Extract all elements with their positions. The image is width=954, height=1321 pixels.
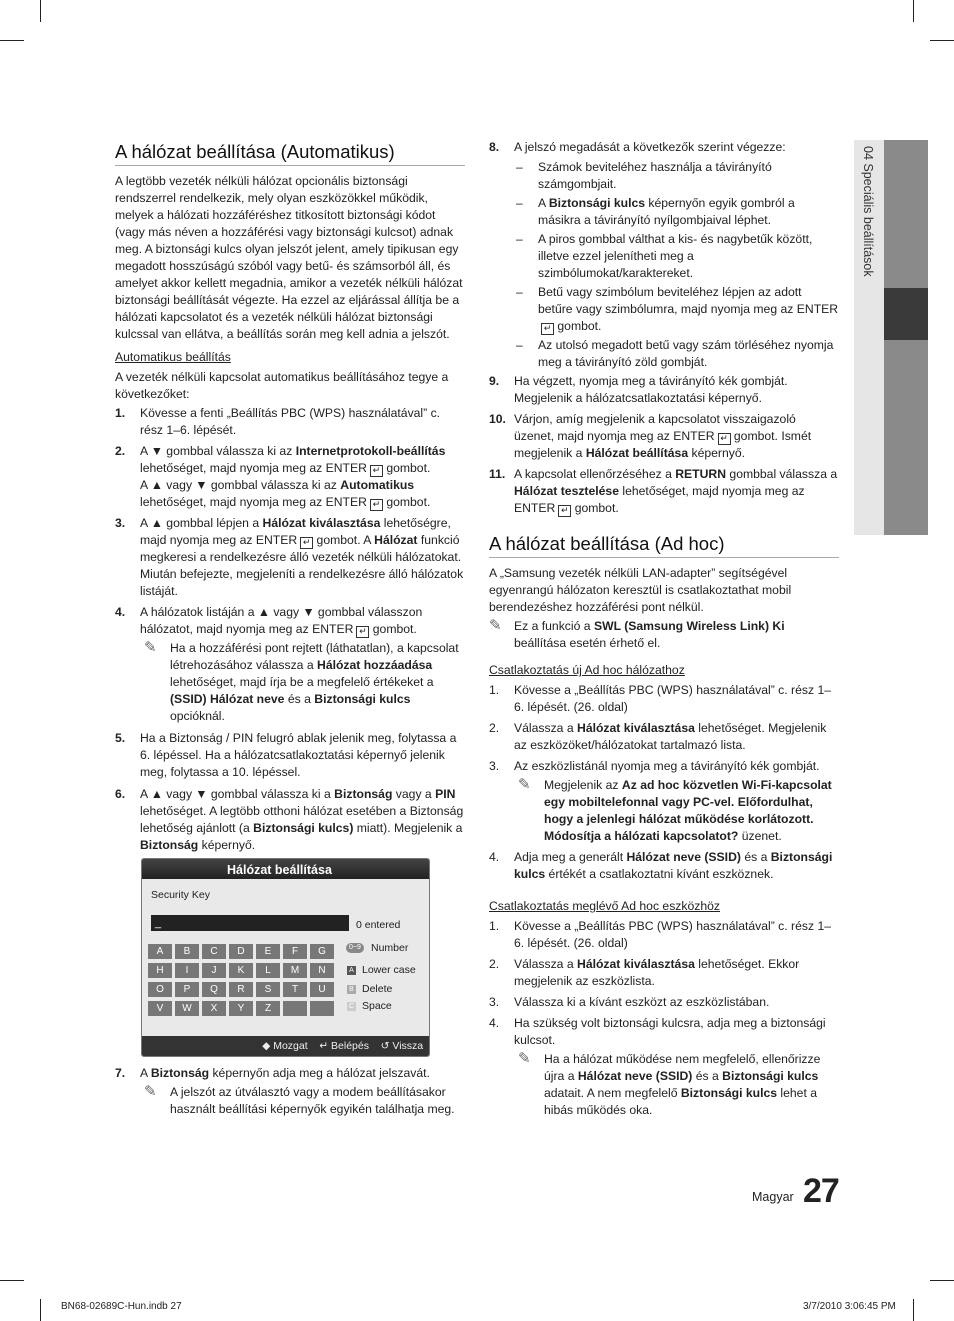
keyboard-key[interactable]: Y	[229, 1001, 253, 1016]
screen-footer	[142, 1036, 429, 1056]
keyboard-key[interactable]: Q	[202, 982, 226, 997]
keyboard-key[interactable]: O	[148, 982, 172, 997]
adhoc-intro: A „Samsung vezeték nélküli LAN-adapter” segítségével egyenrangú hálózaton keresztül is csatlakoztathat mobil berendezéshez hozzáférési pont nélkül.	[489, 566, 792, 614]
new-adhoc-note: ✎ Megjelenik az Az ad hoc közvetlen Wi-Fi-kapcsolat egy mobiltelefonnal vagy PC-vel. Előfordulhat, hogy a jelenlegi hálózat működése korlátozott. Módosítja a hálózati kapcsolatot? üzenet.	[518, 776, 832, 843]
note-pencil-icon: ✎	[489, 617, 502, 634]
existing-adhoc-step-2: 2. Válassza a Hálózat kiválasztása lehetőséget. Ekkor megjelenik az eszközlista.	[489, 957, 800, 988]
keyboard-key[interactable]: H	[148, 963, 172, 978]
new-adhoc-step-3: 3. Az eszközlistánál nyomja meg a távirányító kék gombját. ✎ Megjelenik az Az ad hoc közvetlen Wi-Fi-kapcsolat egy mobiltelefonnal vagy PC-vel. Előfordulhat, hogy a jelenlegi hálózat működése korlátozott. Módosítja a hálózati kapcsolatot? üzenet.	[489, 758, 839, 845]
crop-mark	[0, 40, 24, 41]
step-9: 9. Ha végzett, nyomja meg a távirányító kék gombját. Megjelenik a hálózatcsatlakoztatási képernyő.	[489, 374, 788, 405]
keyboard-key[interactable]	[310, 1001, 334, 1016]
keyboard-key[interactable]: U	[310, 982, 334, 997]
step-8-dash-1: – Számok beviteléhez használja a távirányító számgombjait.	[516, 160, 772, 191]
crop-mark	[930, 40, 954, 41]
delete-label: Delete	[362, 983, 393, 995]
adhoc-note: ✎ Ez a funkció a SWL (Samsung Wireless Link) Ki beállítása esetén érhető el.	[489, 617, 785, 650]
keyboard-key[interactable]: N	[310, 963, 334, 978]
enter-icon: ↵	[370, 499, 383, 511]
note-pencil-icon: ✎	[518, 776, 531, 793]
step-8-dash-4: – Betű vagy szimbólum beviteléhez lépjen az adott betűre vagy szimbólumra, majd nyomja meg az ENTER↵ gombot.	[516, 285, 839, 333]
keyboard-key[interactable]: K	[229, 963, 253, 978]
move-label: Mozgat	[273, 1040, 308, 1052]
keyboard-key[interactable]: W	[175, 1001, 199, 1016]
chapter-side-tab	[854, 140, 928, 535]
step-6: 6. A ▲ vagy ▼ gombbal válassza ki a Biztonság vagy a PIN lehetőséget. A legtöbb otthoni hálózat esetében a Biztonság lehetőség ajánlott (a Biztonsági kulcs) miatt). Megjelenik a Biztonság képernyő.	[115, 787, 464, 852]
move-icon: ◆	[262, 1040, 271, 1052]
crop-mark	[40, 0, 41, 22]
step-7: 7. A Biztonság képernyőn adja meg a hálózat jelszavát. ✎ A jelszót az útválasztó vagy a modem beállításakor használt beállítási képernyők egyikén találhatja meg.	[115, 1065, 465, 1118]
enter-icon: ↵	[319, 1040, 329, 1052]
step-1: 1. Kövesse a fenti „Beállítás PBC (WPS) használatával” c. rész 1–6. lépését.	[115, 406, 441, 437]
back-label: Vissza	[392, 1040, 424, 1052]
step-10: 10. Várjon, amíg megjelenik a kapcsolatot visszaigazoló üzenet, majd nyomja meg az ENTER ↵ gombot. Ismét megjelenik a Hálózat beállítása képernyő.	[489, 412, 812, 460]
step-8-dash-3: – A piros gombbal válthat a kis- és nagybetűk között, illetve ezzel jelenítheti meg a szimbólumokat/karaktereket.	[516, 232, 813, 280]
subheading-new-adhoc: Csatlakoztatás új Ad hoc hálózathoz	[489, 663, 685, 677]
keyboard-key[interactable]: D	[229, 944, 253, 959]
space-label: Space	[362, 1000, 392, 1012]
keyboard-key[interactable]: L	[256, 963, 280, 978]
keyboard-key[interactable]: S	[256, 982, 280, 997]
new-adhoc-step-1: 1. Kövesse a „Beállítás PBC (WPS) használatával” c. rész 1–6. lépését. (26. oldal)	[489, 683, 831, 714]
step-11: 11. A kapcsolat ellenőrzéséhez a RETURN gombbal válassza a Hálózat tesztelése lehetőséget, majd nyomja meg az ENTER ↵ gombot.	[489, 467, 838, 515]
note-step-4: ✎ Ha a hozzáférési pont rejtett (láthatatlan), a kapcsolat létrehozásához válassza a Hálózat hozzáadása lehetőséget, majd írja be a megfelelő értékeket a (SSID) Hálózat neve és a Biztonsági kulcs opcióknál.	[144, 639, 459, 723]
new-adhoc-step-2: 2. Válassza a Hálózat kiválasztása lehetőséget. Megjelenik az eszközöket/hálózatokat tartalmazó lista.	[489, 721, 827, 752]
keyboard-key[interactable]: M	[283, 963, 307, 978]
keyboard-key[interactable]	[283, 1001, 307, 1016]
step-5: 5. Ha a Biztonság / PIN felugró ablak jelenik meg, folytassa a 6. lépéssel. Ha a hálózatcsatlakoztatási képernyő jelenik meg, folytassa a 10. lépéssel.	[115, 731, 457, 779]
red-button-icon: A	[347, 966, 356, 975]
number-icon: 0~9	[346, 943, 364, 953]
enter-icon: ↵	[541, 323, 554, 335]
left-column	[115, 141, 465, 854]
footer-date: 3/7/2010 3:06:45 PM	[803, 1301, 896, 1312]
step-4: 4. A hálózatok listáján a ▲ vagy ▼ gombbal válasszon hálózatot, majd nyomja meg az ENTER ↵ gombot. ✎ Ha a hozzáférési pont rejtett (láthatatlan), a kapcsolat létrehozásához válassza a Hálózat hozzáadása lehetőséget, majd írja be a megfelelő értékeket a (SSID) Hálózat neve és a Biztonsági kulcs opcióknál.	[115, 604, 465, 725]
new-adhoc-step-4: 4. Adja meg a generált Hálózat neve (SSID) és a Biztonsági kulcs értékét a csatlakoztatni kívánt eszköznek.	[489, 850, 833, 881]
keyboard-key[interactable]: R	[229, 982, 253, 997]
existing-adhoc-step-4: 4. Ha szükség volt biztonsági kulcsra, adja meg a biztonsági kulcsot. ✎ Ha a hálózat működése nem megfelelő, ellenőrizze újra a Hálózat neve (SSID) és a Biztonsági kulcs adatait. A nem megfelelő Biztonsági kulcs lehet a hibás működés oka.	[489, 1015, 839, 1119]
enter-icon: ↵	[558, 505, 571, 517]
keyboard-key[interactable]: C	[202, 944, 226, 959]
note-pencil-icon: ✎	[144, 1083, 157, 1100]
intro-paragraph: A legtöbb vezeték nélküli hálózat opcionális biztonsági rendszerrel rendelkezik, mely olyan eszközökkel működik, melyek a hálózati hozzáféréshez titkosított biztonsági kódot (vagy más néven a hozzáférési vagy biztonsági kulcsot) adnak meg. A biztonsági kulcs olyan jelszót jelent, amely tipikusan egy megadott hosszúságú szóból vagy betű- és számsorból áll, és amelyet akkor kellett megadnia, amikor a vezeték nélküli hálózat biztonsági beállítását végezte. Ha ezzel az eljárással állítja be a hálózati kapcsolatot és a vezeték nélküli hálózat biztonsági kulcssal van ellátva, a beállítás során meg kell adnia a jelszót.	[115, 174, 463, 341]
existing-adhoc-note: ✎ Ha a hálózat működése nem megfelelő, ellenőrizze újra a Hálózat neve (SSID) és a Biztonsági kulcs adatait. A nem megfelelő Biztonsági kulcs lehet a hibás működés oka.	[518, 1050, 821, 1117]
step-8-dash-5: – Az utolsó megadott betű vagy szám törléséhez nyomja meg a távirányító zöld gombját.	[516, 338, 834, 369]
keyboard-key[interactable]: T	[283, 982, 307, 997]
step-8: 8. A jelszó megadását a következők szerint végezze: – Számok beviteléhez használja a távirányító számgombjait. – A Biztonsági kulcs képernyőn egyik gombról a másikra a távirányító nyílgombjaival léphet. – A piros gombbal válthat a kis- és nagybetűk között, illetve ezzel jelenítheti meg a szimbólumokat/karaktereket. – Betű vagy szimbólum beviteléhez lépjen az adott betűre vagy szimbólumra, majd nyomja meg az ENTER↵ gombot. – Az utolsó megadott betű vagy szám törléséhez nyomja meg a távirányító zöld gombját.	[489, 140, 839, 369]
crop-mark	[930, 1280, 954, 1281]
keyboard-key[interactable]: G	[310, 944, 334, 959]
enter-label: Belépés	[331, 1040, 369, 1052]
note-pencil-icon: ✎	[518, 1050, 531, 1067]
lower-case-label: Lower case	[362, 964, 416, 976]
existing-adhoc-step-3: 3. Válassza ki a kívánt eszközt az eszközlistában.	[489, 995, 770, 1009]
keyboard-key[interactable]: Z	[256, 1001, 280, 1016]
enter-icon: ↵	[370, 465, 383, 477]
security-key-label: Security Key	[151, 889, 210, 901]
keyboard-key[interactable]: A	[148, 944, 172, 959]
enter-icon: ↵	[356, 626, 369, 638]
side-tab-label-bg	[854, 140, 884, 535]
subheading-existing-adhoc: Csatlakoztatás meglévő Ad hoc eszközhöz	[489, 899, 721, 913]
green-button-icon: B	[347, 985, 356, 994]
side-tab-label: 04 Speciális beállítások	[861, 146, 875, 277]
crop-mark	[913, 0, 914, 22]
security-key-input[interactable]: _	[151, 915, 349, 931]
left-column-bottom	[115, 1065, 465, 1118]
crop-mark	[40, 1299, 41, 1321]
keyboard-key[interactable]: F	[283, 944, 307, 959]
step-3: 3. A ▲ gombbal lépjen a Hálózat kiválasztása lehetőségre, majd nyomja meg az ENTER ↵ gombot. A Hálózat funkció megkeresi a rendelkezésre álló vezeték nélküli hálózatokat. Miután befejezte, megjeleníti a rendelkezésre álló hálózatok listáját.	[115, 516, 464, 598]
step-2: 2. A ▼ gombbal válassza ki az Internetprotokoll-beállítás lehetőséget, majd nyomja meg az ENTER ↵ gombot. A ▲ vagy ▼ gombbal válassza ki az Automatikus lehetőséget, majd nyomja meg az ENTER ↵ gombot.	[115, 444, 446, 509]
crop-mark	[0, 1280, 24, 1281]
page-language: Magyar	[752, 1190, 794, 1204]
back-icon: ↺	[380, 1040, 390, 1052]
screen-title: Hálózat beállítása	[142, 859, 429, 879]
keyboard-key[interactable]: B	[175, 944, 199, 959]
subheading-auto: Automatikus beállítás	[115, 350, 231, 364]
existing-adhoc-step-1: 1. Kövesse a „Beállítás PBC (WPS) használatával” c. rész 1–6. lépését. (26. oldal)	[489, 919, 831, 950]
keyboard-key[interactable]: J	[202, 963, 226, 978]
security-key-screen	[141, 858, 430, 1057]
keyboard-key[interactable]: E	[256, 944, 280, 959]
keyboard-key[interactable]: X	[202, 1001, 226, 1016]
section-title-auto: A hálózat beállítása (Automatikus)	[115, 141, 465, 166]
side-tab-block	[884, 140, 928, 288]
note-pencil-icon: ✎	[144, 639, 157, 656]
step-8-dash-2: – A Biztonsági kulcs képernyőn egyik gombról a másikra a távirányító nyílgombjaival léphet.	[516, 196, 795, 227]
section-title-adhoc: A hálózat beállítása (Ad hoc)	[489, 533, 839, 558]
right-column	[489, 139, 839, 1119]
side-tab-block	[884, 340, 928, 535]
yellow-button-icon: C	[348, 1003, 355, 1010]
keyboard-key[interactable]: I	[175, 963, 199, 978]
enter-icon: ↵	[300, 537, 313, 549]
page-number: 27	[803, 1172, 839, 1210]
sub-intro: A vezeték nélküli kapcsolat automatikus beállításához tegye a következőket:	[115, 370, 449, 401]
side-tab-block-active	[884, 288, 928, 340]
footer-file: BN68-02689C-Hun.indb 27	[61, 1301, 182, 1312]
keyboard-key[interactable]: V	[148, 1001, 172, 1016]
number-label: Number	[371, 942, 409, 954]
enter-icon: ↵	[718, 433, 731, 445]
keyboard-key[interactable]: P	[175, 982, 199, 997]
entered-count: 0 entered	[356, 919, 401, 931]
note-step-7: ✎ A jelszót az útválasztó vagy a modem beállításakor használt beállítási képernyők egyikén találhatja meg.	[144, 1083, 455, 1116]
crop-mark	[913, 1299, 914, 1321]
